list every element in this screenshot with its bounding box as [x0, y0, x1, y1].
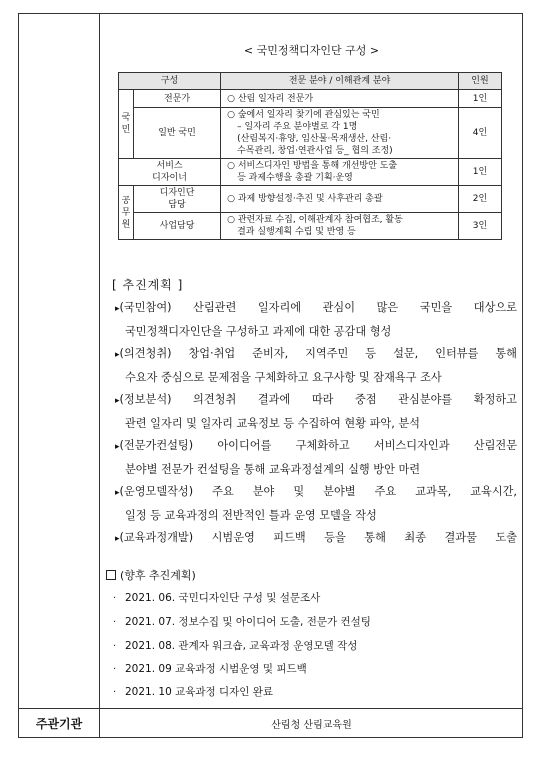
desc-line: 수목관리, 창업‧연관사업 등_ 협의 조정)	[237, 146, 393, 156]
row-count-work: 3인	[459, 213, 502, 240]
row-desc-general	[221, 108, 459, 159]
row-desc-expert: ○ 산림 일자리 전문가	[221, 90, 459, 108]
row-count-designer: 1인	[459, 159, 502, 186]
plan-item	[115, 435, 517, 481]
plan-item-continuation: 일정 등 교육과정의 전반적인 틀과 운영 모델을 작성	[125, 508, 377, 522]
future-item-text: 2021. 06. 국민디자인단 구성 및 설문조사	[125, 592, 321, 604]
group-official-label: 공무원	[121, 195, 131, 230]
row-count-general: 4인	[459, 108, 502, 159]
footer-label: 주관기관	[35, 717, 83, 731]
desc-line: ○ 관련자료 수집, 이해관계자 참여협조, 활동	[227, 215, 403, 225]
future-item-text: 2021. 07. 정보수집 및 아이디어 도출, 전문가 컨설팅	[125, 616, 371, 628]
desc-line: 등 과제수행을 총괄 기획‧운영	[237, 173, 353, 183]
future-item	[113, 614, 371, 629]
header-field: 전문 분야 / 이해관계 분야	[221, 73, 459, 90]
table-row	[119, 186, 502, 213]
triangle-bullet-icon: ▸	[115, 488, 120, 498]
triangle-bullet-icon: ▸	[115, 534, 120, 544]
future-item	[113, 661, 307, 676]
future-plan-title	[106, 567, 196, 583]
desc-line: ○ 숲에서 일자리 찾기에 관심있는 국민	[227, 110, 380, 120]
group-citizen	[119, 90, 134, 159]
dot-bullet-icon: ·	[113, 664, 117, 675]
group-citizen-label: 국민	[121, 113, 131, 135]
plan-item-continuation: 관련 일자리 및 일자리 교육정보 등 수집하여 현황 파악, 분석	[125, 416, 420, 430]
plan-item-text: (운영모델작성) 주요 분야 및 분야별 주요 교과목, 교육시간,	[119, 485, 517, 498]
plan-item	[115, 389, 517, 435]
row-label-designer	[119, 159, 221, 186]
triangle-bullet-icon: ▸	[115, 304, 120, 314]
plan-title: [ 추진계획 ]	[112, 278, 184, 292]
plan-item-continuation: 분야별 전문가 컨설팅을 통해 교육과정설계의 실행 방안 마련	[125, 462, 421, 476]
row-count-expert: 1인	[459, 90, 502, 108]
label-line: 디자인단	[159, 188, 195, 198]
label-line: 서비스	[156, 161, 183, 171]
triangle-bullet-icon: ▸	[115, 396, 120, 406]
plan-item	[115, 527, 517, 551]
future-item	[113, 590, 320, 605]
row-label-work: 사업담당	[134, 213, 221, 240]
header-count: 인원	[459, 73, 502, 90]
dot-bullet-icon: ·	[113, 593, 117, 604]
triangle-bullet-icon: ▸	[115, 350, 120, 360]
organization-table	[118, 72, 502, 240]
plan-item-text: (정보분석) 의견청취 결과에 따라 중점 관심분야를 확정하고	[119, 393, 517, 406]
checkbox-square-icon	[106, 570, 116, 580]
desc-line: (산림복지‧휴양, 임산물‧목재생산, 산림‧	[237, 134, 392, 144]
row-desc-lead: ○ 과제 방향설정‧추진 및 사후관리 총괄	[221, 186, 459, 213]
table-title: < 국민정책디자인단 구성 >	[243, 44, 380, 57]
future-item-text: 2021. 09 교육과정 시범운영 및 피드백	[125, 663, 307, 675]
dot-bullet-icon: ·	[113, 687, 117, 698]
label-line: 담당	[168, 200, 186, 210]
plan-item-text: (전문가컨설팅) 아이디어를 구체화하고 서비스디자인과 산림전문	[119, 439, 517, 452]
plan-item	[115, 481, 517, 527]
dot-bullet-icon: ·	[113, 617, 117, 628]
table-row	[119, 159, 502, 186]
future-item	[113, 638, 357, 653]
plan-item-text: (교육과정개발) 시범운영 피드백 등을 통해 최종 결과물 도출	[119, 531, 517, 544]
plan-item-continuation: 국민정책디자인단을 구성하고 과제에 대한 공감대 형성	[125, 324, 392, 338]
table-row	[119, 213, 502, 240]
dot-bullet-icon: ·	[113, 641, 117, 652]
desc-line: – 일자리 주요 분야별로 각 1명	[237, 122, 358, 132]
plan-item-text: (국민참여) 산림관련 일자리에 관심이 많은 국민을 대상으로	[119, 301, 517, 314]
table-row	[119, 90, 502, 108]
label-line: 디자이너	[152, 173, 187, 183]
future-plan-title-text: (향후 추진계획)	[120, 569, 196, 582]
group-official	[119, 186, 134, 240]
row-label-expert: 전문가	[134, 90, 221, 108]
plan-item-continuation: 수요자 중심으로 문제점을 구체화하고 요구사항 및 잠재욕구 조사	[125, 370, 442, 384]
plan-item	[115, 343, 517, 389]
row-desc-designer	[221, 159, 459, 186]
table-row	[119, 108, 502, 159]
left-label-column	[18, 13, 100, 738]
row-label-general: 일반 국민	[134, 108, 221, 159]
footer-value: 산림청 산림교육원	[271, 720, 352, 731]
row-count-lead: 2인	[459, 186, 502, 213]
future-item	[113, 684, 273, 699]
row-label-lead	[134, 186, 221, 213]
future-item-text: 2021. 10 교육과정 디자인 완료	[125, 686, 274, 698]
desc-line: ○ 서비스디자인 방법을 통해 개선방안 도출	[227, 161, 398, 171]
table-header-row	[119, 73, 502, 90]
plan-item-text: (의견청취) 창업‧취업 준비자, 지역주민 등 설문, 인터뷰를 통해	[119, 347, 517, 360]
future-item-text: 2021. 08. 관계자 워크숍, 교육과정 운영모델 작성	[125, 640, 358, 652]
desc-line: 결과 실행계획 수립 및 반영 등	[237, 227, 356, 237]
header-composition: 구성	[119, 73, 221, 90]
triangle-bullet-icon: ▸	[115, 442, 120, 452]
plan-item	[115, 297, 517, 343]
row-desc-work	[221, 213, 459, 240]
